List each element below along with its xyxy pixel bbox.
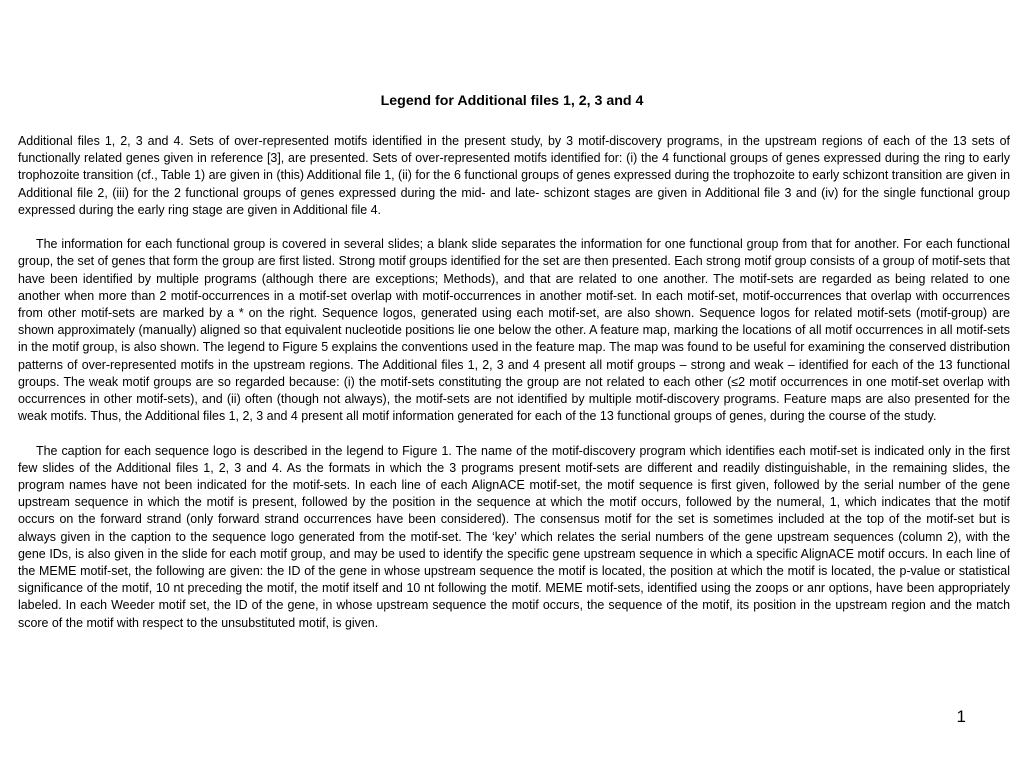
paragraph-sequence-logo-caption: The caption for each sequence logo is described in the legend to Figure 1. The name of the motif-discovery program which identifies each motif-set is indicated only in the first few slides of the Additional files 1, 2, 3 and 4. As the formats in which the 3 programs present motif-sets are different and readily distinguishable, in the remaining slides, the program names have not been indicated for the motif-sets. In each line of each AlignACE motif-set, the motif sequence is first given, followed by the serial number of the gene upstream sequence in which the motif is present, followed by the position in the sequence at which the motif occurs, followed by the numeral, 1, which indicates that the motif occurs on the forward strand (only forward strand occurrences have been considered). The consensus motif for the set is sometimes included at the top of the motif-set but is always given in the caption to the sequence logo generated from the motif-set. The ‘key’ which relates the serial numbers of the gene upstream sequences (column 2), with the gene IDs, is also given in the slide for each motif group, and may be used to identify the specific gene upstream sequence in which a specific AlignACE motif occurs. In each line of the MEME motif-set, the following are given: the ID of the gene in whose upstream sequence the motif is located, the position at which the motif is located, the p-value or statistical significance of the motif, 10 nt preceding the motif, the motif itself and 10 nt following the motif. MEME motif-sets, identified using the zoops or anr options, have been appropriately labeled. In each Weeder motif set, the ID of the gene, in whose upstream sequence the motif occurs, the sequence of the motif, its position in the upstream region and the match score of the motif with respect to the unsubstituted motif, is given. — [18, 443, 1010, 630]
legend-title: Legend for Additional files 1, 2, 3 and 4 — [380, 93, 644, 109]
page-number: 1 — [956, 707, 966, 726]
paragraph-functional-group-info: The information for each functional group is covered in several slides; a blank slide separates the information for one functional group from that for another. For each functional group, the set of genes that form the group are first listed. Strong motif groups identified for the set are then presented. Each strong motif group consists of a group of motif-sets that have been identified by multiple programs (although there are exceptions; Methods), and that are related to one another. The motif-sets are regarded as being related to one another when more than 2 motif-occurrences in a motif-set overlap with motif-occurrences in another motif-set. In each motif-set, motif-occurrences that overlap with occurrences from other motif-sets are marked by a * on the right. Sequence logos, generated using each motif-set, are also shown. Sequence logos for related motif-sets (motif-group) are shown approximately (manually) aligned so that equivalent nucleotide positions lie one below the other. A feature map, marking the locations of all motif occurrences in all motif-sets in the motif group, is also shown. The legend to Figure 5 explains the conventions used in the feature map. The map was found to be useful for examining the conserved distribution patterns of over-represented motifs in the upstream regions. The Additional files 1, 2, 3 and 4 present all motif groups – strong and weak – identified for each of the 13 functional groups. The weak motif groups are so regarded because: (i) the motif-sets constituting the group are not related to each other (≤2 motif occurrences in one motif-set overlap with occurrences in other motif-sets), and (ii) often (though not always), the motif-sets are not identified by multiple motif-discovery programs. Feature maps are also presented for the weak motifs. Thus, the Additional files 1, 2, 3 and 4 present all motif information generated for each of the 13 functional groups of genes, during the course of the study. — [18, 237, 1010, 424]
paragraph-additional-files: Additional files 1, 2, 3 and 4. Sets of over-represented motifs identified in the present study, by 3 motif-discovery programs, in the upstream regions of each of the 13 sets of functionally related genes given in reference [3], are presented. Sets of over-represented motifs identified for: (i) the 4 functional groups of genes expressed during the ring to early trophozoite transition (cf., Table 1) are given in (this) Additional file 1, (ii) for the 6 functional groups of genes expressed during the trophozoite to early schizont transition are given in Additional file 2, (iii) for the 2 functional groups of genes expressed during the mid- and late- schizont stages are given in Additional file 3 and (iv) for the single functional group expressed during the early ring stage are given in Additional file 4. — [18, 134, 1010, 217]
legend-body — [18, 133, 1010, 632]
